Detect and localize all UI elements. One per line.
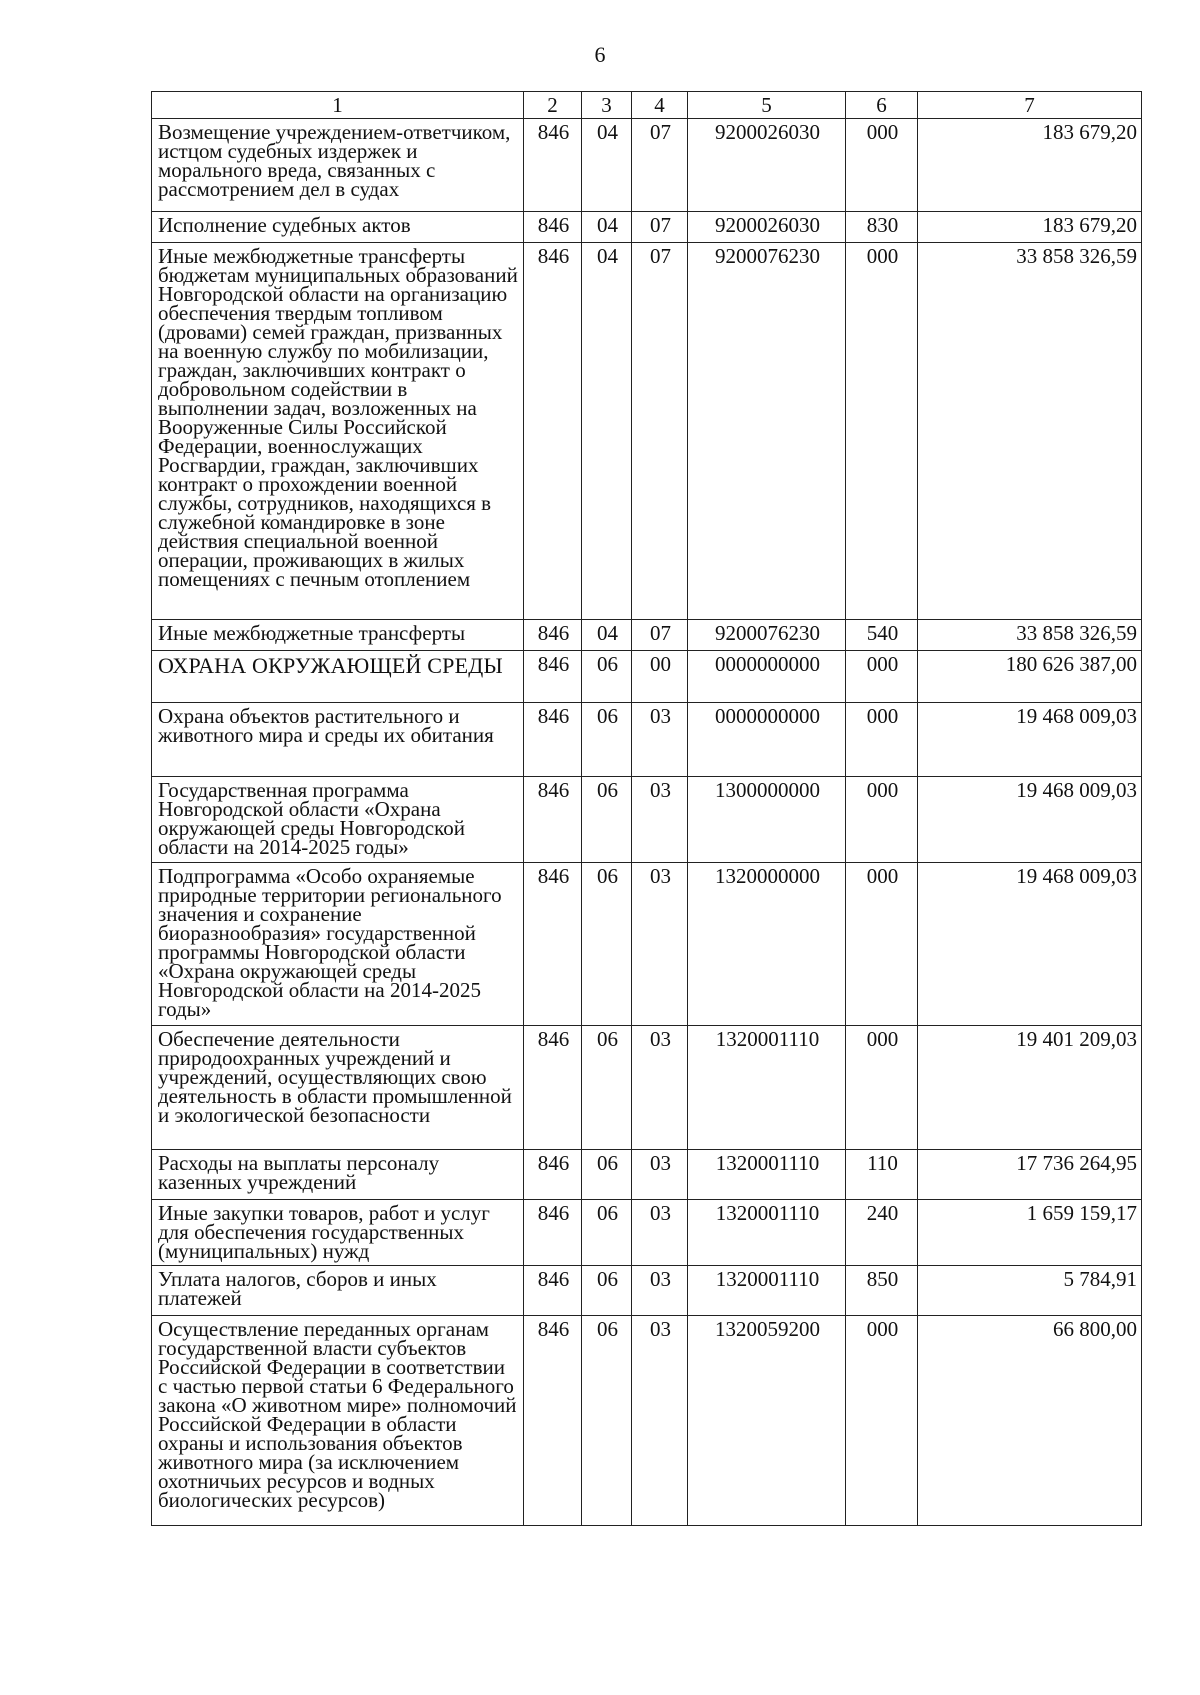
row-subsection-code: 03 <box>632 1316 688 1526</box>
table-row <box>152 651 1142 703</box>
row-name-cell: ОХРАНА ОКРУЖАЮЩЕЙ СРЕДЫ <box>152 651 524 703</box>
row-section-code: 04 <box>582 119 632 212</box>
row-target-article: 1320001110 <box>688 1266 846 1316</box>
row-amount: 33 858 326,59 <box>918 620 1142 651</box>
column-header: 2 <box>524 92 582 119</box>
row-target-article: 9200076230 <box>688 620 846 651</box>
row-target-article: 9200026030 <box>688 119 846 212</box>
row-amount: 33 858 326,59 <box>918 243 1142 620</box>
table-row <box>152 1200 1142 1266</box>
row-expense-type: 000 <box>846 243 918 620</box>
row-ministry-code: 846 <box>524 620 582 651</box>
row-name-cell: Иные межбюджетные трансферты бюджетам муниципальных образований Новгородской области на организацию обеспечения твердым топливом (дровами) семей граждан, призванных на военную службу по мобилизации, граждан, заключивших контракт о добровольном содействии в выполнении задач, возложенных на Вооруженные Силы Российской Федерации, военнослужащих Росгвардии, граждан, заключивших контракт о прохождении военной службы, сотрудников, находящихся в служебной командировке в зоне действия специальной военной операции, проживающих в жилых помещениях с печным отоплением <box>152 243 524 620</box>
row-expense-type: 000 <box>846 703 918 777</box>
table-row <box>152 777 1142 863</box>
table-header-row <box>152 92 1142 119</box>
row-ministry-code: 846 <box>524 1266 582 1316</box>
column-header: 5 <box>688 92 846 119</box>
row-expense-type: 000 <box>846 119 918 212</box>
table-row <box>152 1266 1142 1316</box>
row-expense-type: 000 <box>846 863 918 1026</box>
budget-table <box>151 91 1142 1526</box>
row-amount: 19 468 009,03 <box>918 863 1142 1026</box>
row-expense-type: 000 <box>846 1026 918 1150</box>
row-target-article: 1300000000 <box>688 777 846 863</box>
row-name-cell: Исполнение судебных актов <box>152 212 524 243</box>
row-expense-type: 240 <box>846 1200 918 1266</box>
row-name-cell: Уплата налогов, сборов и иных платежей <box>152 1266 524 1316</box>
row-target-article: 0000000000 <box>688 651 846 703</box>
row-section-code: 06 <box>582 651 632 703</box>
row-subsection-code: 07 <box>632 243 688 620</box>
row-name-cell: Подпрограмма «Особо охраняемые природные территории регионального значения и сохранение биоразнообразия» государственной программы Новгородской области «Охрана окружающей среды Новгородской области на 2014-2025 годы» <box>152 863 524 1026</box>
row-section-code: 06 <box>582 777 632 863</box>
row-amount: 19 468 009,03 <box>918 703 1142 777</box>
table-row <box>152 863 1142 1026</box>
row-name-cell: Иные закупки товаров, работ и услуг для обеспечения государственных (муниципальных) нужд <box>152 1200 524 1266</box>
row-amount: 19 468 009,03 <box>918 777 1142 863</box>
row-section-code: 06 <box>582 1316 632 1526</box>
row-ministry-code: 846 <box>524 703 582 777</box>
row-section-code: 06 <box>582 1266 632 1316</box>
row-subsection-code: 07 <box>632 119 688 212</box>
row-ministry-code: 846 <box>524 863 582 1026</box>
row-target-article: 9200026030 <box>688 212 846 243</box>
row-amount: 5 784,91 <box>918 1266 1142 1316</box>
row-subsection-code: 00 <box>632 651 688 703</box>
row-amount: 19 401 209,03 <box>918 1026 1142 1150</box>
column-header: 1 <box>152 92 524 119</box>
row-section-code: 04 <box>582 212 632 243</box>
row-target-article: 1320001110 <box>688 1026 846 1150</box>
row-subsection-code: 07 <box>632 620 688 651</box>
table-row <box>152 1316 1142 1526</box>
column-header: 4 <box>632 92 688 119</box>
table-row <box>152 1150 1142 1200</box>
row-amount: 1 659 159,17 <box>918 1200 1142 1266</box>
row-ministry-code: 846 <box>524 651 582 703</box>
row-expense-type: 000 <box>846 651 918 703</box>
row-ministry-code: 846 <box>524 243 582 620</box>
row-section-code: 06 <box>582 703 632 777</box>
row-name-cell: Государственная программа Новгородской области «Охрана окружающей среды Новгородской области на 2014-2025 годы» <box>152 777 524 863</box>
row-ministry-code: 846 <box>524 777 582 863</box>
row-amount: 66 800,00 <box>918 1316 1142 1526</box>
row-section-code: 06 <box>582 1150 632 1200</box>
row-name-cell: Расходы на выплаты персоналу казенных учреждений <box>152 1150 524 1200</box>
row-section-code: 06 <box>582 863 632 1026</box>
row-expense-type: 830 <box>846 212 918 243</box>
row-amount: 183 679,20 <box>918 212 1142 243</box>
row-expense-type: 000 <box>846 1316 918 1526</box>
table-row <box>152 212 1142 243</box>
row-target-article: 1320001110 <box>688 1200 846 1266</box>
table-row <box>152 620 1142 651</box>
row-amount: 183 679,20 <box>918 119 1142 212</box>
row-amount: 17 736 264,95 <box>918 1150 1142 1200</box>
row-expense-type: 540 <box>846 620 918 651</box>
row-subsection-code: 03 <box>632 1026 688 1150</box>
table-row <box>152 243 1142 620</box>
table-row <box>152 703 1142 777</box>
row-section-code: 06 <box>582 1200 632 1266</box>
row-subsection-code: 07 <box>632 212 688 243</box>
row-subsection-code: 03 <box>632 863 688 1026</box>
row-ministry-code: 846 <box>524 119 582 212</box>
row-target-article: 9200076230 <box>688 243 846 620</box>
row-subsection-code: 03 <box>632 777 688 863</box>
row-expense-type: 850 <box>846 1266 918 1316</box>
row-name-cell: Обеспечение деятельности природоохранных учреждений и учреждений, осуществляющих свою деятельность в области промышленной и экологической безопасности <box>152 1026 524 1150</box>
row-expense-type: 000 <box>846 777 918 863</box>
column-header: 6 <box>846 92 918 119</box>
row-ministry-code: 846 <box>524 1200 582 1266</box>
row-subsection-code: 03 <box>632 1266 688 1316</box>
table-row <box>152 1026 1142 1150</box>
row-amount: 180 626 387,00 <box>918 651 1142 703</box>
table-row <box>152 119 1142 212</box>
row-section-code: 06 <box>582 1026 632 1150</box>
row-expense-type: 110 <box>846 1150 918 1200</box>
row-subsection-code: 03 <box>632 703 688 777</box>
row-section-code: 04 <box>582 243 632 620</box>
row-ministry-code: 846 <box>524 1150 582 1200</box>
row-ministry-code: 846 <box>524 212 582 243</box>
row-ministry-code: 846 <box>524 1316 582 1526</box>
column-header: 3 <box>582 92 632 119</box>
row-name-cell: Осуществление переданных органам государственной власти субъектов Российской Федерации в соответствии с частью первой статьи 6 Федерального закона «О животном мире» полномочий Российской Федерации в области охраны и использования объектов животного мира (за исключением охотничьих ресурсов и водных биологических ресурсов) <box>152 1316 524 1526</box>
row-name-cell: Возмещение учреждением-ответчиком, истцом судебных издержек и морального вреда, связанных с рассмотрением дел в судах <box>152 119 524 212</box>
row-section-code: 04 <box>582 620 632 651</box>
column-header: 7 <box>918 92 1142 119</box>
row-name-cell: Охрана объектов растительного и животного мира и среды их обитания <box>152 703 524 777</box>
page-number: 6 <box>594 42 606 67</box>
row-target-article: 1320001110 <box>688 1150 846 1200</box>
row-ministry-code: 846 <box>524 1026 582 1150</box>
row-subsection-code: 03 <box>632 1200 688 1266</box>
row-target-article: 1320000000 <box>688 863 846 1026</box>
row-subsection-code: 03 <box>632 1150 688 1200</box>
row-name-cell: Иные межбюджетные трансферты <box>152 620 524 651</box>
row-target-article: 0000000000 <box>688 703 846 777</box>
row-target-article: 1320059200 <box>688 1316 846 1526</box>
